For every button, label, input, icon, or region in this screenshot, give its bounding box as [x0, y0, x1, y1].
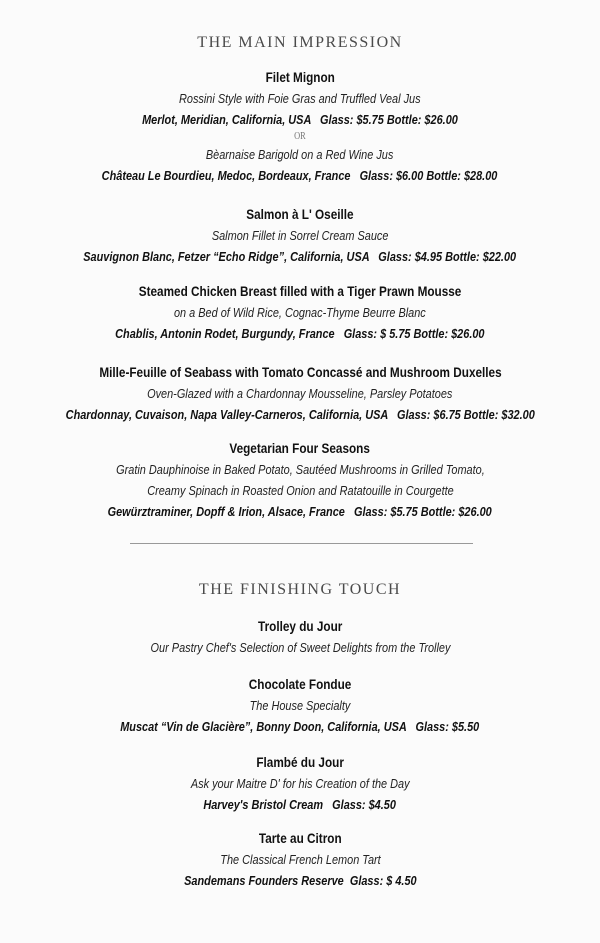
item-name: Filet Mignon: [265, 69, 335, 85]
item-description: The House Specialty: [249, 698, 351, 713]
item-description: Oven-Glazed with a Chardonnay Mousseline, Parsley Potatoes: [147, 386, 453, 401]
item-description: Rossini Style with Foie Gras and Truffled Veal Jus: [179, 91, 421, 106]
section-divider: [130, 543, 473, 544]
menu-item-seabass: [0, 362, 600, 425]
section-title-finishing: THE FINISHING TOUCH: [198, 581, 402, 598]
item-name: Mille-Feuille of Seabass with Tomato Concassé and Mushroom Duxelles: [98, 364, 502, 380]
menu-item-trolley: [0, 616, 600, 658]
item-name: Flambé du Jour: [256, 754, 344, 770]
menu-item-fondue: [0, 674, 600, 737]
menu-item-vegetarian: [0, 438, 600, 522]
menu-item-flambe: [0, 752, 600, 815]
item-description: on a Bed of Wild Rice, Cognac-Thyme Beurre Blanc: [174, 305, 426, 320]
item-description: Gratin Dauphinoise in Baked Potato, Sautéed Mushrooms in Grilled Tomato,: [115, 462, 485, 477]
wine-pairing: Château Le Bourdieu, Medoc, Bordeaux, France Glass: $6.00 Bottle: $28.00: [102, 168, 498, 183]
wine-pairing: Sauvignon Blanc, Fetzer “Echo Ridge”, California, USA Glass: $4.95 Bottle: $22.00: [83, 249, 517, 264]
item-description: Ask your Maitre D' for his Creation of the Day: [190, 776, 410, 791]
wine-pairing: Harvey's Bristol Cream Glass: $4.50: [203, 797, 397, 812]
or-separator: OR: [294, 131, 306, 142]
item-name: Tarte au Citron: [258, 830, 342, 846]
item-name: Trolley du Jour: [257, 618, 343, 634]
item-description: The Classical French Lemon Tart: [219, 852, 381, 867]
menu-item-chicken: [0, 281, 600, 344]
wine-pairing: Gewürztraminer, Dopff & Irion, Alsace, France Glass: $5.75 Bottle: $26.00: [107, 504, 493, 519]
item-description: Creamy Spinach in Roasted Onion and Ratatouille in Courgette: [146, 483, 454, 498]
wine-pairing: Chablis, Antonin Rodet, Burgundy, France Glass: $ 5.75 Bottle: $26.00: [115, 326, 485, 341]
wine-pairing: Sandemans Founders Reserve Glass: $ 4.50: [183, 873, 417, 888]
menu-page: [0, 32, 600, 522]
item-name: Chocolate Fondue: [248, 676, 352, 692]
section-title-main: THE MAIN IMPRESSION: [197, 34, 403, 51]
item-description: Bèarnaise Barigold on a Red Wine Jus: [206, 147, 394, 162]
wine-pairing: Muscat “Vin de Glacière”, Bonny Doon, California, USA Glass: $5.50: [120, 719, 480, 734]
wine-pairing: Merlot, Meridian, California, USA Glass: $5.75 Bottle: $26.00: [142, 112, 458, 127]
item-name: Steamed Chicken Breast filled with a Tiger Prawn Mousse: [138, 283, 462, 299]
item-name: Vegetarian Four Seasons: [229, 440, 371, 456]
menu-item-filet-mignon: [0, 67, 600, 186]
dessert-section: [0, 579, 600, 891]
item-description: Salmon Fillet in Sorrel Cream Sauce: [211, 228, 389, 243]
menu-item-salmon: [0, 204, 600, 267]
item-description: Our Pastry Chef's Selection of Sweet Delights from the Trolley: [150, 640, 450, 655]
menu-item-tarte: [0, 828, 600, 891]
wine-pairing: Chardonnay, Cuvaison, Napa Valley-Carneros, California, USA Glass: $6.75 Bottle: $32.00: [65, 407, 535, 422]
item-name: Salmon à L' Oseille: [246, 206, 354, 222]
